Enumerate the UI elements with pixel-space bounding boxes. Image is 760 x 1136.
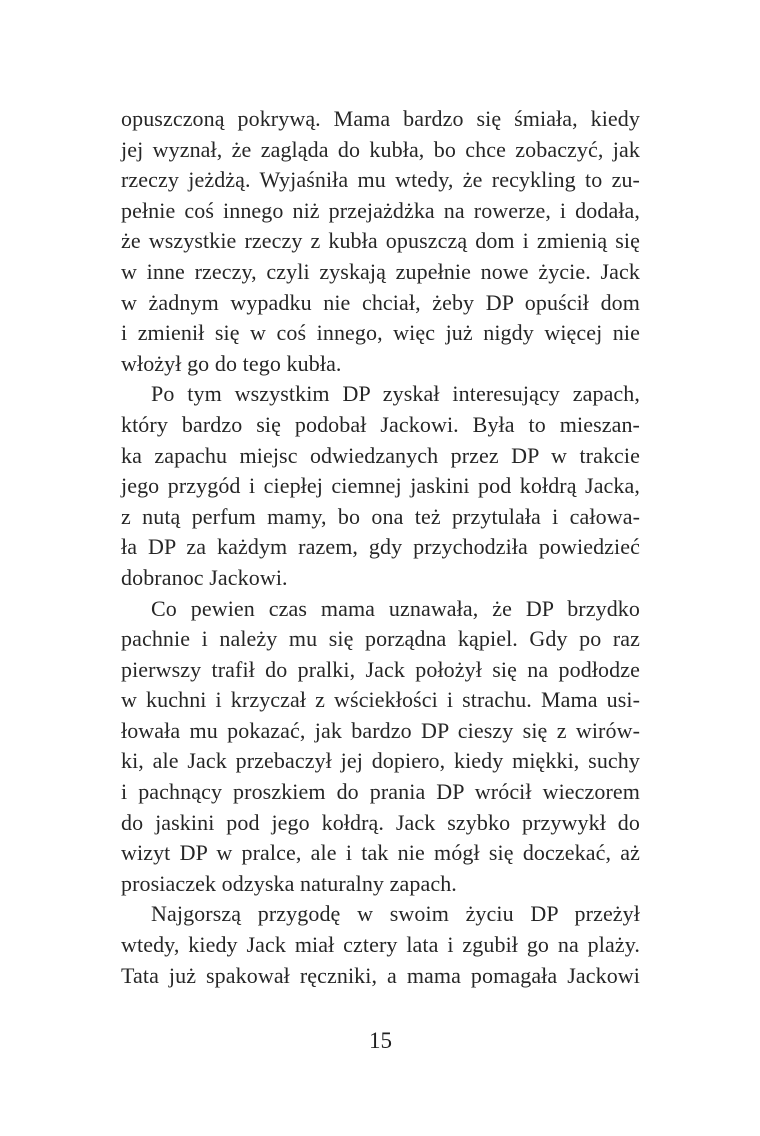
text-line: i zmienił się w coś innego, więc już nigdy więcej nie — [121, 320, 640, 346]
book-page-text — [121, 104, 640, 991]
text-line: włożył go do tego kubła. — [121, 350, 342, 376]
text-line: jego przygód i ciepłej ciemnej jaskini pod kołdrą Jacka, — [121, 473, 640, 499]
text-line: prosiaczek odzyska naturalny zapach. — [121, 870, 457, 896]
text-line: Po tym wszystkim DP zyskał interesujący zapach, — [151, 381, 640, 407]
text-line: i pachnący proszkiem do prania DP wrócił wieczorem — [121, 779, 640, 805]
text-line: że wszystkie rzeczy z kubła opuszczą dom i zmienią się — [121, 228, 640, 254]
paragraph — [121, 379, 640, 593]
text-line: wtedy, kiedy Jack miał cztery lata i zgubił go na plaży. — [121, 932, 640, 958]
text-line: w inne rzeczy, czyli zyskają zupełnie nowe życie. Jack — [121, 258, 640, 284]
text-line: w kuchni i krzyczał z wściekłości i strachu. Mama usi- — [121, 687, 640, 713]
text-line: pełnie coś innego niż przejażdżka na rowerze, i dodała, — [121, 197, 640, 223]
paragraph — [121, 899, 640, 991]
paragraph — [121, 104, 640, 379]
text-line: do jaskini pod jego kołdrą. Jack szybko przywykł do — [121, 809, 640, 835]
text-line: opuszczoną pokrywą. Mama bardzo się śmiała, kiedy — [121, 106, 640, 131]
text-line: ła DP za każdym razem, gdy przychodziła powiedzieć — [121, 534, 640, 560]
text-line: ka zapachu miejsc odwiedzanych przez DP w trakcie — [121, 442, 640, 468]
page-number: 15 — [369, 1028, 392, 1053]
paragraph — [121, 594, 640, 900]
text-line: ki, ale Jack przebaczył jej dopiero, kiedy miękki, suchy — [121, 748, 640, 774]
text-line: rzeczy jeżdżą. Wyjaśniła mu wtedy, że recykling to zu- — [121, 167, 640, 193]
text-line: pierwszy trafił do pralki, Jack położył się na podłodze — [121, 656, 640, 682]
text-line: łowała mu pokazać, jak bardzo DP cieszy się z wirów- — [121, 717, 640, 743]
text-line: jej wyznał, że zagląda do kubła, bo chce zobaczyć, jak — [121, 136, 640, 162]
text-line: Tata już spakował ręczniki, a mama pomagała Jackowi — [121, 962, 640, 988]
text-line: który bardzo się podobał Jackowi. Była to mieszan- — [121, 411, 640, 437]
text-line: w żadnym wypadku nie chciał, żeby DP opuścił dom — [121, 289, 640, 315]
text-line: Najgorszą przygodę w swoim życiu DP przeżył — [151, 901, 640, 927]
text-line: wizyt DP w pralce, ale i tak nie mógł się doczekać, aż — [121, 840, 640, 866]
text-line: dobranoc Jackowi. — [121, 564, 288, 590]
text-line: z nutą perfum mamy, bo ona też przytulała i całowa- — [121, 503, 640, 529]
text-line: Co pewien czas mama uznawała, że DP brzydko — [151, 595, 640, 621]
text-line: pachnie i należy mu się porządna kąpiel. Gdy po raz — [121, 626, 640, 652]
